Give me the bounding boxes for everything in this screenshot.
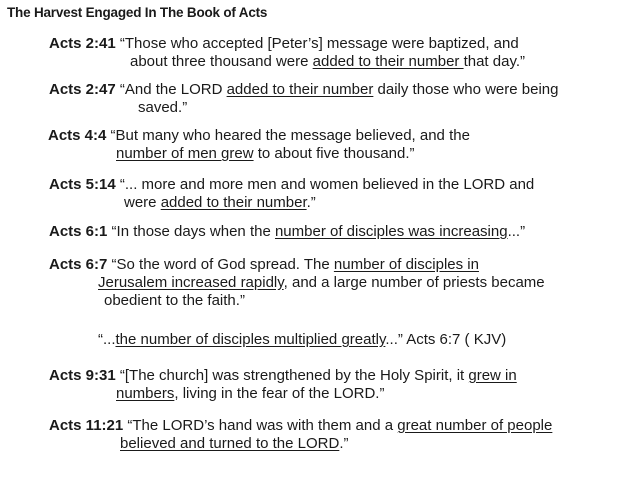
underlined-phrase: added to their number bbox=[312, 53, 464, 70]
verse-text: daily those who were being bbox=[373, 81, 559, 98]
underlined-phrase: the number of disciples multiplied greatly bbox=[115, 331, 386, 348]
underlined-phrase: added to their number bbox=[160, 194, 307, 211]
verse-line bbox=[98, 274, 545, 292]
verse-reference: Acts 11:21 bbox=[49, 417, 124, 434]
verse-text: “So the word of God spread. The bbox=[107, 256, 334, 273]
verse-text: “... more and more men and women believed in the LORD and bbox=[115, 176, 535, 193]
underlined-phrase: number of disciples was increasing bbox=[274, 223, 508, 240]
verse-text: ...” Acts 6:7 ( KJV) bbox=[385, 331, 507, 348]
verse-reference: Acts 6:1 bbox=[49, 223, 108, 240]
verse-text: , living in the fear of the LORD.” bbox=[174, 385, 385, 402]
verse-line bbox=[49, 176, 534, 194]
underlined-phrase: number of men grew bbox=[116, 145, 254, 162]
underlined-phrase: great number of people bbox=[397, 417, 553, 434]
verse-reference: Acts 4:4 bbox=[48, 127, 107, 144]
verse-text: “The LORD’s hand was with them and a bbox=[123, 417, 398, 434]
verse-reference: Acts 2:47 bbox=[49, 81, 116, 98]
verse-text: “Those who accepted [Peter’s] message were baptized, and bbox=[115, 35, 519, 52]
verse-line bbox=[49, 223, 525, 241]
verse-line bbox=[124, 194, 316, 212]
verse-reference: Acts 9:31 bbox=[49, 367, 116, 384]
verse-line bbox=[49, 417, 552, 435]
verse-line bbox=[104, 292, 245, 310]
underlined-phrase: numbers bbox=[116, 385, 175, 402]
underlined-phrase: believed and turned to the LORD bbox=[120, 435, 340, 452]
verse-text: , and a large number of priests became bbox=[283, 274, 545, 291]
verse-line bbox=[48, 127, 470, 145]
verse-text: “But many who heared the message believed, and the bbox=[106, 127, 470, 144]
verse-line bbox=[49, 35, 519, 53]
verse-text: “In those days when the bbox=[107, 223, 275, 240]
verse-line bbox=[49, 256, 479, 274]
underlined-phrase: grew in bbox=[468, 367, 517, 384]
verse-text: ...” bbox=[507, 223, 526, 240]
verse-text: saved.” bbox=[138, 99, 188, 116]
verse-line bbox=[120, 435, 348, 453]
verse-reference: Acts 2:41 bbox=[49, 35, 116, 52]
verse-reference: Acts 6:7 bbox=[49, 256, 108, 273]
verse-text: to about five thousand.” bbox=[253, 145, 415, 162]
verse-text: “And the LORD bbox=[115, 81, 227, 98]
verse-text: “[The church] was strengthened by the Holy Spirit, it bbox=[115, 367, 469, 384]
verse-line bbox=[98, 331, 506, 349]
verse-text: obedient to the faith.” bbox=[104, 292, 245, 309]
verse-line bbox=[49, 81, 558, 99]
slide-title: The Harvest Engaged In The Book of Acts bbox=[7, 5, 268, 20]
verse-line bbox=[49, 367, 517, 385]
verse-line bbox=[116, 385, 384, 403]
verse-text: about three thousand were bbox=[130, 53, 313, 70]
verse-reference: Acts 5:14 bbox=[49, 176, 116, 193]
verse-text: were bbox=[124, 194, 161, 211]
verse-line bbox=[116, 145, 415, 163]
verse-text: .” bbox=[339, 435, 349, 452]
verse-line bbox=[130, 53, 525, 71]
underlined-phrase: number of disciples in bbox=[333, 256, 479, 273]
verse-line bbox=[138, 99, 187, 117]
verse-text: that day.” bbox=[463, 53, 525, 70]
underlined-phrase: Jerusalem increased rapidly bbox=[98, 274, 284, 291]
underlined-phrase: added to their number bbox=[226, 81, 374, 98]
verse-text: .” bbox=[306, 194, 316, 211]
verse-text: “... bbox=[98, 331, 116, 348]
